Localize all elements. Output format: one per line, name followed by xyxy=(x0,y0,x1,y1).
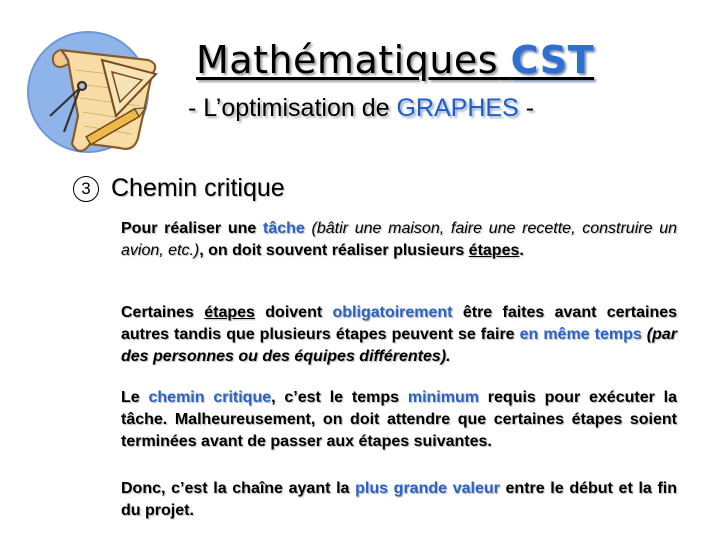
p2-parenthetical: (par des personnes ou des équipes différentes). xyxy=(121,326,678,365)
paragraph-critical-path xyxy=(121,387,677,453)
subtitle-prefix: - L’optimisation de xyxy=(188,94,390,122)
page-title xyxy=(196,38,594,82)
p1-text-a: Pour réaliser une xyxy=(121,220,257,237)
p2-keyword-meme-temps: en même temps xyxy=(519,326,642,343)
p2-keyword-etapes: étapes xyxy=(204,304,255,321)
p4-text-a: Donc, c’est la chaîne ayant la xyxy=(121,480,350,497)
p1-text-f: . xyxy=(519,242,524,259)
paragraph-steps xyxy=(121,302,677,368)
p3-keyword-minimum: minimum xyxy=(407,389,479,406)
section-heading xyxy=(73,174,285,203)
subtitle-accent: GRAPHES xyxy=(396,94,519,122)
paragraph-task xyxy=(121,218,677,262)
section-number-badge: 3 xyxy=(73,176,99,202)
p1-examples: (bâtir une maison, faire une recette, construire un avion, etc.) xyxy=(121,220,678,259)
p1-keyword-tache: tâche xyxy=(263,220,305,237)
subtitle-suffix: - xyxy=(525,94,535,122)
p3-text-c: , c’est le temps xyxy=(271,389,400,406)
p3-text-a: Le xyxy=(121,389,140,406)
p3-text-e: requis pour exécuter la tâche. Malheureusement, on doit attendre que certaines étapes soient terminées avant de passer aux étapes suivantes. xyxy=(121,389,678,450)
math-tools-logo-icon xyxy=(20,20,170,170)
p1-keyword-etapes: étapes xyxy=(468,242,520,259)
paragraph-conclusion xyxy=(121,478,677,522)
p2-text-c: doivent xyxy=(265,304,323,321)
p3-keyword-chemin-critique: chemin critique xyxy=(148,389,272,406)
p2-keyword-obligatoirement: obligatoirement xyxy=(332,304,453,321)
p4-text-c: entre le début et la fin du projet. xyxy=(121,480,678,519)
title-main: Mathématiques xyxy=(196,38,499,82)
section-title: Chemin critique xyxy=(111,174,285,202)
page-subtitle xyxy=(188,94,534,123)
p1-text-d: , on doit souvent réaliser plusieurs xyxy=(199,242,465,259)
p4-keyword-plus-grande-valeur: plus grande valeur xyxy=(355,480,500,497)
title-accent: CST xyxy=(510,38,595,82)
p2-text-e: être faites avant certaines autres tandis que plusieurs étapes peuvent se faire xyxy=(121,304,678,343)
p2-text-a: Certaines xyxy=(121,304,194,321)
